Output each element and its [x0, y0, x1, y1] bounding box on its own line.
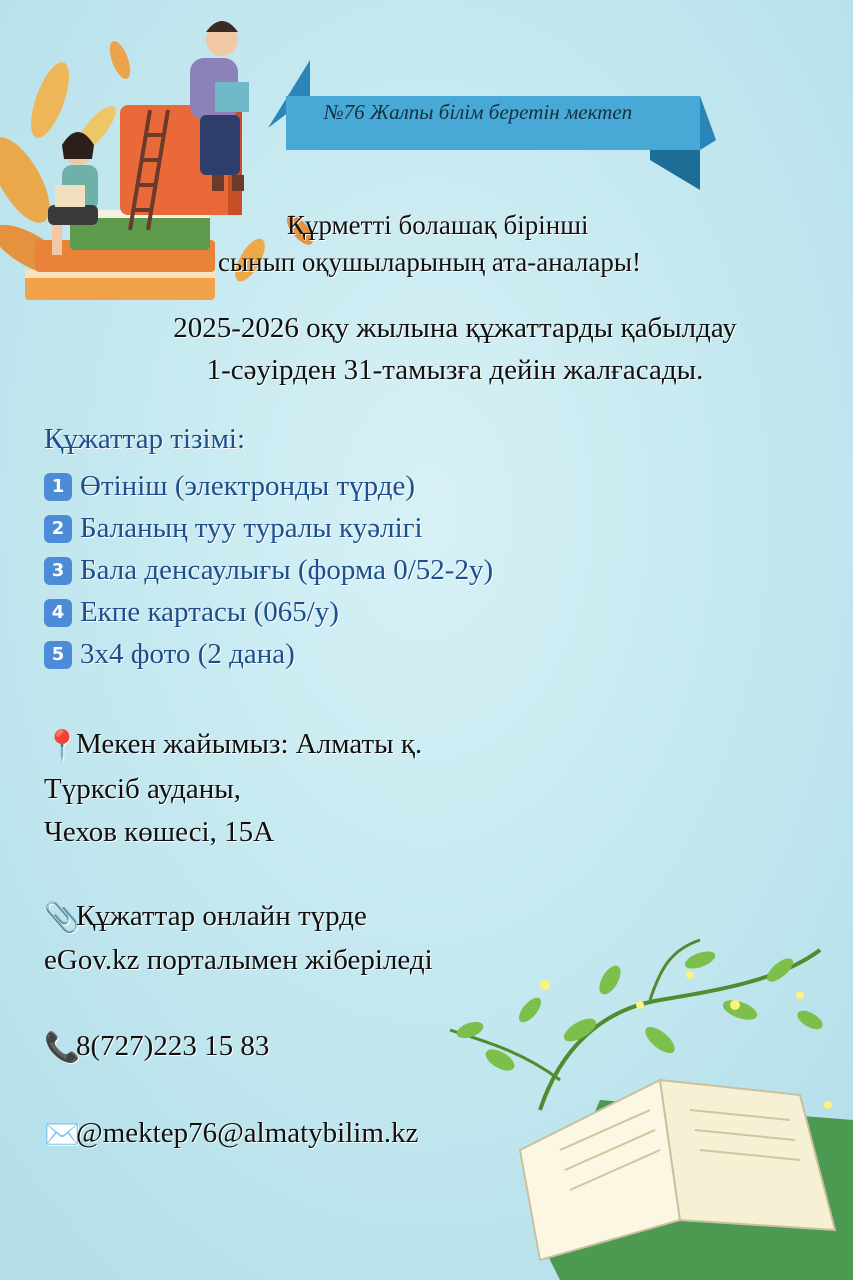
document-text: 3х4 фото (2 дана) [80, 638, 295, 670]
phone-number: 8(727)223 15 83 [76, 1030, 270, 1062]
email-line [44, 1117, 419, 1152]
greeting-line-1: Құрметті болашақ бірінші [287, 210, 589, 240]
envelope-icon: ✉️ [44, 1119, 81, 1152]
paperclip-icon: 📎 [44, 902, 81, 935]
address-line-2: Түрксіб ауданы, [44, 773, 241, 805]
document-item [44, 596, 339, 629]
pin-icon: 📍 [44, 730, 81, 763]
greeting-line-2: сынып оқушыларының ата-аналары! [218, 247, 641, 277]
address-line-1 [44, 728, 422, 763]
document-text: Екпе картасы (065/у) [80, 596, 339, 628]
document-text: Бала денсаулығы (форма 0/52-2у) [80, 554, 494, 586]
document-text: Баланың туу туралы куәлігі [80, 512, 423, 544]
online-text-1: Құжаттар онлайн түрде [76, 900, 367, 932]
online-line-2: eGov.kz порталымен жіберіледі [44, 944, 433, 976]
online-line-1 [44, 900, 367, 935]
phone-icon: 📞 [44, 1032, 81, 1065]
school-name: №76 Жалпы білім беретін мектеп [323, 100, 633, 124]
number-badge-icon: 2 [44, 515, 72, 543]
document-item [44, 470, 415, 503]
number-badge-icon: 3 [44, 557, 72, 585]
document-item [44, 512, 423, 545]
address-text-1: Мекен жайымыз: Алматы қ. [76, 728, 423, 760]
document-item [44, 638, 295, 671]
address-line-3: Чехов көшесі, 15А [44, 816, 275, 848]
document-text: Өтініш (электронды түрде) [80, 470, 416, 502]
number-badge-icon: 5 [44, 641, 72, 669]
intro-line-1: 2025-2026 оқу жылына құжаттарды қабылдау [173, 312, 737, 344]
email-address: @mektep76@almatybilim.kz [76, 1117, 419, 1149]
number-badge-icon: 1 [44, 473, 72, 501]
intro-line-2: 1-сәуірден 31-тамызға дейін жалғасады. [206, 354, 704, 386]
documents-title: Құжаттар тізімі: [44, 423, 246, 455]
number-badge-icon: 4 [44, 599, 72, 627]
document-item [44, 554, 493, 587]
phone-line [44, 1030, 269, 1065]
